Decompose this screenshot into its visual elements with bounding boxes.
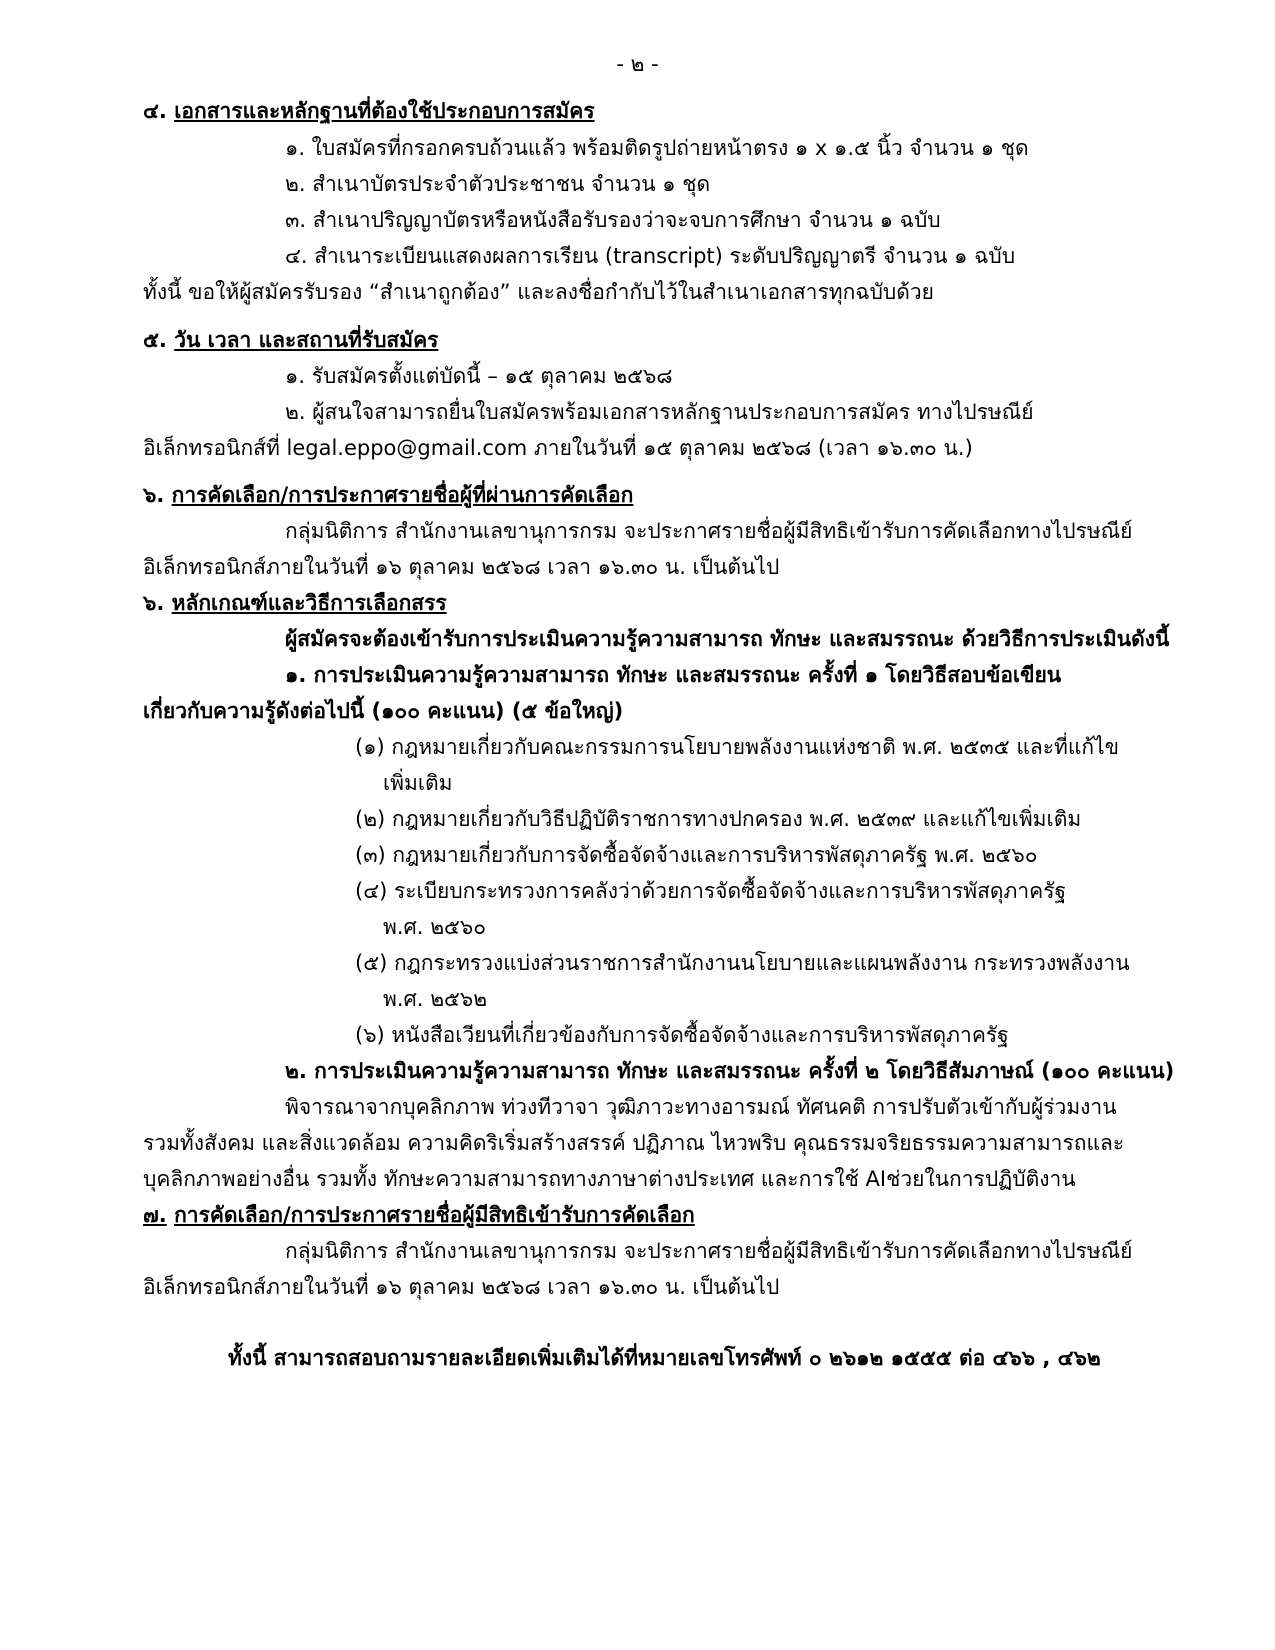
- section-7-heading: [143, 1201, 695, 1229]
- sub-item: (๑) กฎหมายเกี่ยวกับคณะกรรมการนโยบายพลังงานแห่งชาติ พ.ศ. ๒๕๓๕ และที่แก้ไข: [355, 735, 1120, 759]
- paragraph-line: อิเล็กทรอนิกส์ภายในวันที่ ๑๖ ตุลาคม ๒๕๖๘ เวลา ๑๖.๓๐ น. เป็นต้นไป: [143, 1275, 780, 1299]
- assessment-1-title: ๑. การประเมินความรู้ความสามารถ ทักษะ และสมรรถนะ ครั้งที่ ๑ โดยวิธีสอบข้อเขียน: [285, 663, 1062, 687]
- section-number: ๖.: [143, 483, 165, 507]
- sub-item: (๕) กฎกระทรวงแบ่งส่วนราชการสำนักงานนโยบายและแผนพลังงาน กระทรวงพลังงาน: [355, 951, 1130, 975]
- paragraph-line: อิเล็กทรอนิกส์ภายในวันที่ ๑๖ ตุลาคม ๒๕๖๘ เวลา ๑๖.๓๐ น. เป็นต้นไป: [143, 555, 780, 579]
- paragraph-line: บุคลิกภาพอย่างอื่น รวมทั้ง ทักษะความสามารถทางภาษาต่างประเทศ และการใช้ AIช่วยในการปฏิบัติงาน: [143, 1167, 1076, 1191]
- paragraph-line: กลุ่มนิติการ สำนักงานเลขานุการกรม จะประกาศรายชื่อผู้มีสิทธิเข้ารับการคัดเลือกทางไปรษณีย์: [285, 519, 1133, 543]
- paragraph-line: รวมทั้งสังคม และสิ่งแวดล้อม ความคิดริเริ่มสร้างสรรค์ ปฏิภาณ ไหวพริบ คุณธรรมจริยธรรมความสามารถและ: [143, 1131, 1125, 1155]
- assessment-2-title: ๒. การประเมินความรู้ความสามารถ ทักษะ และสมรรถนะ ครั้งที่ ๒ โดยวิธีสัมภาษณ์ (๑๐๐ คะแนน): [285, 1059, 1175, 1083]
- section-4-note: ทั้งนี้ ขอให้ผู้สมัครรับรอง “สำเนาถูกต้อง” และลงชื่อกำกับไว้ในสำเนาเอกสารทุกฉบับด้วย: [143, 280, 934, 304]
- section-number: ๖.: [143, 591, 165, 615]
- list-item: ๓. สำเนาปริญญาบัตรหรือหนังสือรับรองว่าจะจบการศึกษา จำนวน ๑ ฉบับ: [285, 208, 941, 232]
- section-number: ๗.: [143, 1203, 167, 1227]
- list-item: ๒. ผู้สนใจสามารถยื่นใบสมัครพร้อมเอกสารหลักฐานประกอบการสมัคร ทางไปรษณีย์: [285, 400, 1034, 424]
- sub-item-continuation: พ.ศ. ๒๕๖๐: [383, 915, 487, 939]
- paragraph-line: กลุ่มนิติการ สำนักงานเลขานุการกรม จะประกาศรายชื่อผู้มีสิทธิเข้ารับการคัดเลือกทางไปรษณีย์: [285, 1239, 1133, 1263]
- list-item: ๑. รับสมัครตั้งแต่บัดนี้ – ๑๕ ตุลาคม ๒๕๖๘: [285, 364, 673, 388]
- sub-item: (๓) กฎหมายเกี่ยวกับการจัดซื้อจัดจ้างและการบริหารพัสดุภาครัฐ พ.ศ. ๒๕๖๐: [355, 843, 1038, 867]
- sub-item-continuation: เพิ่มเติม: [383, 771, 453, 795]
- section-title: หลักเกณฑ์และวิธีการเลือกสรร: [171, 591, 447, 615]
- list-item: ๒. สำเนาบัตรประจำตัวประชาชน จำนวน ๑ ชุด: [285, 172, 711, 196]
- sub-item: (๒) กฎหมายเกี่ยวกับวิธีปฏิบัติราชการทางปกครอง พ.ศ. ๒๕๓๙ และแก้ไขเพิ่มเติม: [355, 807, 1082, 831]
- section-4-heading: [143, 97, 595, 125]
- section-title: การคัดเลือก/การประกาศรายชื่อผู้ที่ผ่านการคัดเลือก: [171, 483, 634, 507]
- list-item-continuation: อิเล็กทรอนิกส์ที่ legal.eppo@gmail.com ภายในวันที่ ๑๕ ตุลาคม ๒๕๖๘ (เวลา ๑๖.๓๐ น.): [143, 436, 973, 460]
- section-6b-heading: [143, 589, 447, 617]
- section-number: ๕.: [143, 328, 167, 352]
- section-6a-heading: [143, 481, 633, 509]
- paragraph-line: พิจารณาจากบุคลิกภาพ ท่วงทีวาจา วุฒิภาวะทางอารมณ์ ทัศนคติ การปรับตัวเข้ากับผู้ร่วมงาน: [285, 1095, 1117, 1119]
- sub-item: (๔) ระเบียบกระทรวงการคลังว่าด้วยการจัดซื้อจัดจ้างและการบริหารพัสดุภาครัฐ: [355, 879, 1067, 903]
- contact-footer: ทั้งนี้ สามารถสอบถามรายละเอียดเพิ่มเติมได้ที่หมายเลขโทรศัพท์ ๐ ๒๖๑๒ ๑๕๕๕ ต่อ ๔๖๖ , ๔๖๒: [228, 1346, 1101, 1370]
- section-title: การคัดเลือก/การประกาศรายชื่อผู้มีสิทธิเข้ารับการคัดเลือก: [174, 1203, 695, 1227]
- list-item: ๑. ใบสมัครที่กรอกครบถ้วนแล้ว พร้อมติดรูปถ่ายหน้าตรง ๑ x ๑.๕ นิ้ว จำนวน ๑ ชุด: [285, 136, 1029, 160]
- page-number: - ๒ -: [616, 52, 659, 76]
- section-number: ๔.: [143, 99, 167, 123]
- sub-item: (๖) หนังสือเวียนที่เกี่ยวข้องกับการจัดซื้อจัดจ้างและการบริหารพัสดุภาครัฐ: [355, 1023, 1009, 1047]
- sub-item-continuation: พ.ศ. ๒๕๖๒: [383, 987, 488, 1011]
- section-title: เอกสารและหลักฐานที่ต้องใช้ประกอบการสมัคร: [174, 99, 595, 123]
- paragraph-line: ผู้สมัครจะต้องเข้ารับการประเมินความรู้ความสามารถ ทักษะ และสมรรถนะ ด้วยวิธีการประเมินดังนี้: [285, 627, 1170, 651]
- section-title: วัน เวลา และสถานที่รับสมัคร: [174, 328, 439, 352]
- section-5-heading: [143, 326, 438, 354]
- assessment-1-title-cont: เกี่ยวกับความรู้ดังต่อไปนี้ (๑๐๐ คะแนน) (๕ ข้อใหญ่): [143, 699, 624, 723]
- list-item: ๔. สำเนาระเบียนแสดงผลการเรียน (transcript) ระดับปริญญาตรี จำนวน ๑ ฉบับ: [285, 244, 1016, 268]
